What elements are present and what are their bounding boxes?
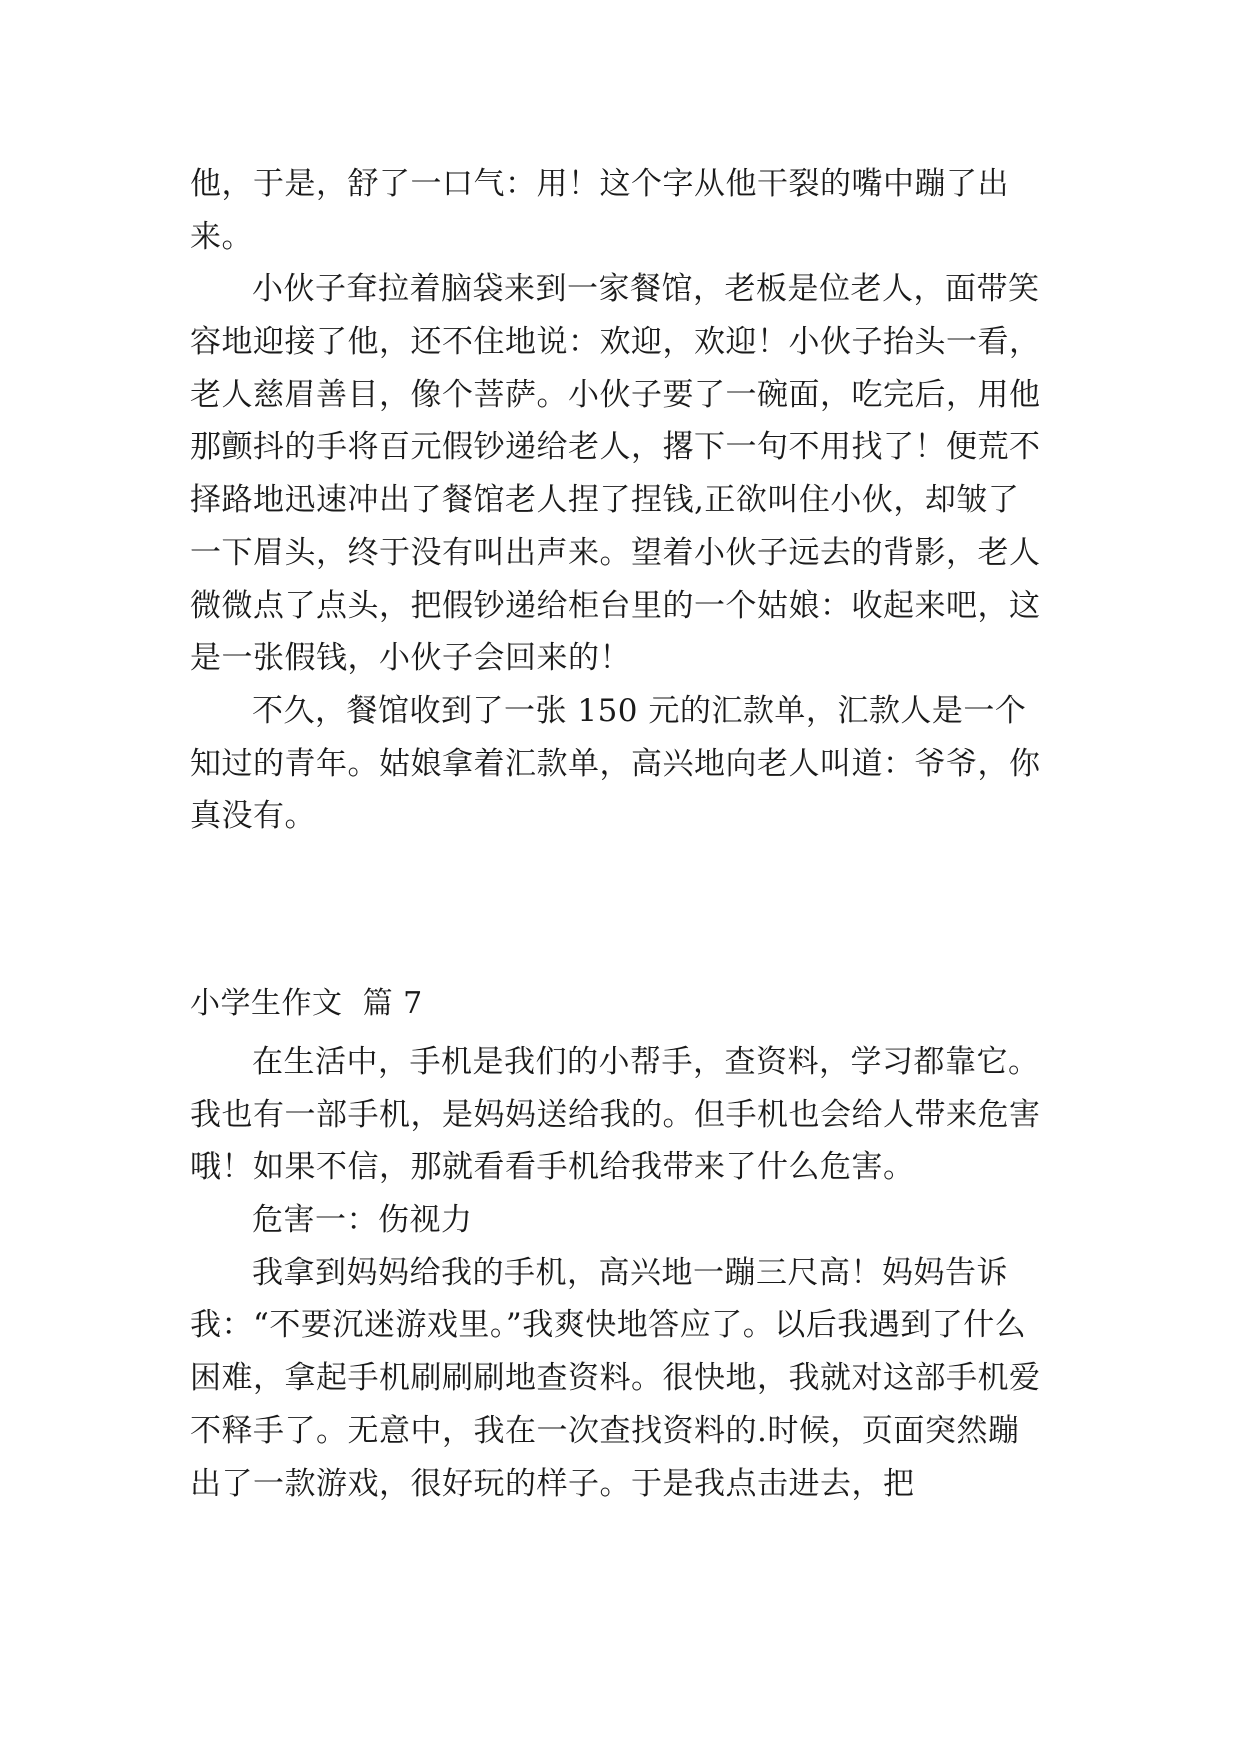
paragraph: 在生活中，手机是我们的小帮手，查资料，学习都靠它。我也有一部手机，是妈妈送给我的。但手机也会给人带来危害哦！如果不信，那就看看手机给我带来了什么危害。 [190,1044,1041,1186]
section-number: 篇 7 [362,986,423,1021]
essay-part-2 [190,1036,1050,1510]
paragraph: 小伙子耷拉着脑袋来到一家餐馆，老板是位老人，面带笑容地迎接了他，还不住地说：欢迎，欢迎！小伙子抬头一看，老人慈眉善目，像个菩萨。小伙子要了一碗面，吃完后，用他那颤抖的手将百元假钞递给老人，撂下一句不用找了！便荒不择路地迅速冲出了餐馆老人捏了捏钱,正欲叫住小伙，却皱了一下眉头，终于没有叫出声来。望着小伙子远去的背影，老人微微点了点头，把假钞递给柜台里的一个姑娘：收起来吧，这是一张假钱，小伙子会回来的！ [190,271,1041,677]
paragraph: 不久，餐馆收到了一张 150 元的汇款单，汇款人是一个知过的青年。姑娘拿着汇款单，高兴地向老人叫道：爷爷，你真没有。 [190,692,1041,835]
section-title: 小学生作文 [190,986,343,1021]
paragraph: 他，于是，舒了一口气：用！这个字从他干裂的嘴中蹦了出来。 [190,166,1009,255]
section-heading [190,978,423,1022]
subheading: 危害一：伤视力 [252,1202,473,1239]
essay-part-1 [190,158,1050,843]
paragraph: 我拿到妈妈给我的手机，高兴地一蹦三尺高！妈妈告诉我：“不要沉迷游戏里。”我爽快地答应了。以后我遇到了什么困难，拿起手机刷刷刷地查资料。很快地，我就对这部手机爱不释手了。无意中，我在一次查找资料的.时候，页面突然蹦出了一款游戏，很好玩的样子。于是我点击进去，把 [190,1254,1041,1502]
